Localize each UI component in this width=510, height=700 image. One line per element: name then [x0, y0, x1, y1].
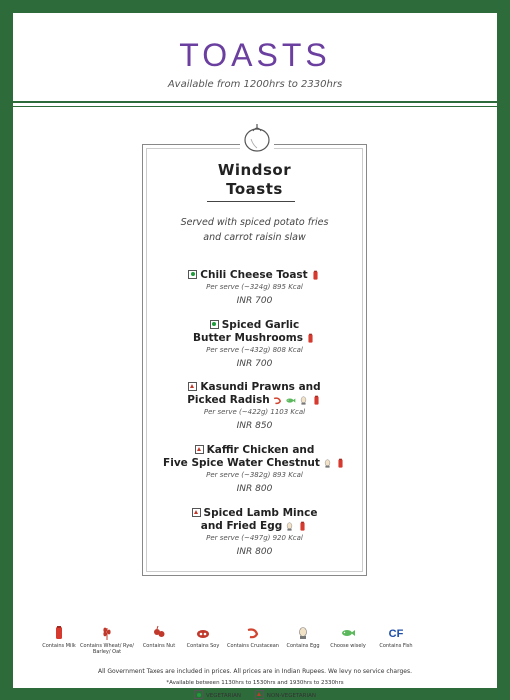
nonveg-icon [188, 382, 197, 391]
served-with-line2: and carrot raisin slaw [203, 232, 306, 243]
menu-item-price: INR 700 [236, 296, 273, 306]
fish-icon [340, 625, 356, 641]
footer-taxes-note: All Government Taxes are included in prices. All prices are in Indian Rupees. We levy no service charges. [98, 668, 412, 675]
menu-item-name-line1 [143, 444, 366, 457]
menu-item-name [143, 319, 366, 345]
menu-item-name-line1 [143, 319, 366, 332]
legend-label: Choose wisely [330, 643, 366, 649]
menu-item-nutrition: Per serve (~324g) 895 Kcal [206, 283, 303, 291]
menu-item-name-text: Five Spice Water Chestnut [163, 457, 320, 469]
header-divider [13, 101, 497, 103]
svg-text:CF: CF [388, 628, 404, 640]
menu-item-name [143, 507, 366, 533]
nut-icon [151, 625, 167, 641]
diet-legend [13, 691, 497, 700]
menu-item-price: INR 800 [236, 484, 273, 494]
egg-icon [322, 458, 333, 469]
menu-item-name [143, 269, 366, 282]
menu-item-nutrition: Per serve (~432g) 808 Kcal [206, 346, 303, 354]
menu-section-panel [142, 144, 367, 576]
legend-label: Contains Wheat/ Rye/ Barley/ Oat [80, 643, 134, 655]
egg-icon [298, 395, 309, 406]
tomato-icon [240, 119, 274, 155]
menu-item-name-line2 [143, 457, 366, 470]
legend-item [77, 625, 137, 655]
menu-item-name-text: Butter Mushrooms [193, 332, 303, 344]
menu-item-name-line2 [143, 332, 366, 345]
legend-label: Contains Fish [379, 643, 413, 649]
section-title-line1: Windsor [217, 161, 292, 179]
crustacean-icon [245, 625, 261, 641]
menu-item [143, 269, 366, 306]
egg-icon [284, 521, 295, 532]
served-with-note [143, 215, 366, 245]
menu-item-name-line1 [143, 381, 366, 394]
allergen-legend [13, 625, 497, 655]
menu-item-name [143, 444, 366, 470]
menu-page [13, 13, 497, 699]
menu-item-name-text: Kasundi Prawns and [200, 381, 321, 393]
menu-item-name-line2 [143, 520, 366, 533]
menu-item [143, 319, 366, 369]
milk-icon [51, 625, 67, 641]
legend-label: Contains Nut [142, 643, 176, 649]
milk-icon [311, 395, 322, 406]
crustacean-icon [272, 395, 283, 406]
menu-item [143, 381, 366, 431]
milk-icon [310, 270, 321, 281]
menu-item-name-line2 [143, 394, 366, 407]
menu-item-name-text: Chili Cheese Toast [200, 269, 308, 281]
legend-label: Contains Egg [286, 643, 320, 649]
menu-item-nutrition: Per serve (~497g) 920 Kcal [206, 534, 303, 542]
menu-item [143, 444, 366, 494]
menu-item-price: INR 850 [236, 421, 273, 431]
menu-item-name-text: Picked Radish [187, 394, 270, 406]
menu-item-price: INR 800 [236, 547, 273, 557]
menu-item [143, 507, 366, 557]
wheat-icon [99, 625, 115, 641]
fish-icon [285, 395, 296, 406]
legend-label: Contains Soy [186, 643, 220, 649]
section-title [143, 161, 366, 199]
legend-item [366, 625, 426, 649]
section-title-underline [207, 201, 295, 202]
menu-item-name-text: Spiced Lamb Mince [203, 507, 318, 519]
legend-label: Contains Milk [42, 643, 76, 649]
footer-availability-note: *Available between 1130hrs to 1530hrs and 1930hrs to 2330hrs [166, 680, 344, 686]
header-divider-thin [13, 106, 497, 107]
nonveg-legend-label: NON-VEGETARIAN [266, 693, 316, 699]
veg-legend [194, 691, 241, 700]
veg-icon [194, 690, 203, 699]
nonveg-icon [192, 508, 201, 517]
veg-legend-label: VEGETARIAN [206, 693, 242, 699]
availability-subtitle: Available from 1200hrs to 2330hrs [167, 79, 343, 90]
veg-icon [188, 270, 197, 279]
menu-item-nutrition: Per serve (~382g) 893 Kcal [206, 471, 303, 479]
nonveg-legend [255, 691, 316, 700]
milk-icon [335, 458, 346, 469]
served-with-line1: Served with spiced potato fries [180, 217, 329, 228]
menu-item-name-text: and Fried Egg [200, 520, 283, 532]
menu-item-name [143, 381, 366, 407]
menu-item-name-text: Kaffir Chicken and [206, 444, 315, 456]
section-title-line2: Toasts [226, 180, 283, 198]
veg-icon [210, 320, 219, 329]
milk-icon [305, 333, 316, 344]
nonveg-icon [195, 445, 204, 454]
page-title: TOASTS [179, 37, 331, 73]
menu-item-price: INR 700 [236, 359, 273, 369]
menu-item-name-line1 [143, 507, 366, 520]
menu-item-name-line1 [143, 269, 366, 282]
legend-label: Contains Crustacean [227, 643, 279, 649]
menu-item-name-text: Spiced Garlic [221, 319, 300, 331]
soy-icon [195, 625, 211, 641]
menu-item-nutrition: Per serve (~422g) 1103 Kcal [203, 408, 306, 416]
cf-icon [388, 625, 404, 641]
milk-icon [297, 521, 308, 532]
egg-icon [295, 625, 311, 641]
nonveg-icon [255, 690, 264, 699]
